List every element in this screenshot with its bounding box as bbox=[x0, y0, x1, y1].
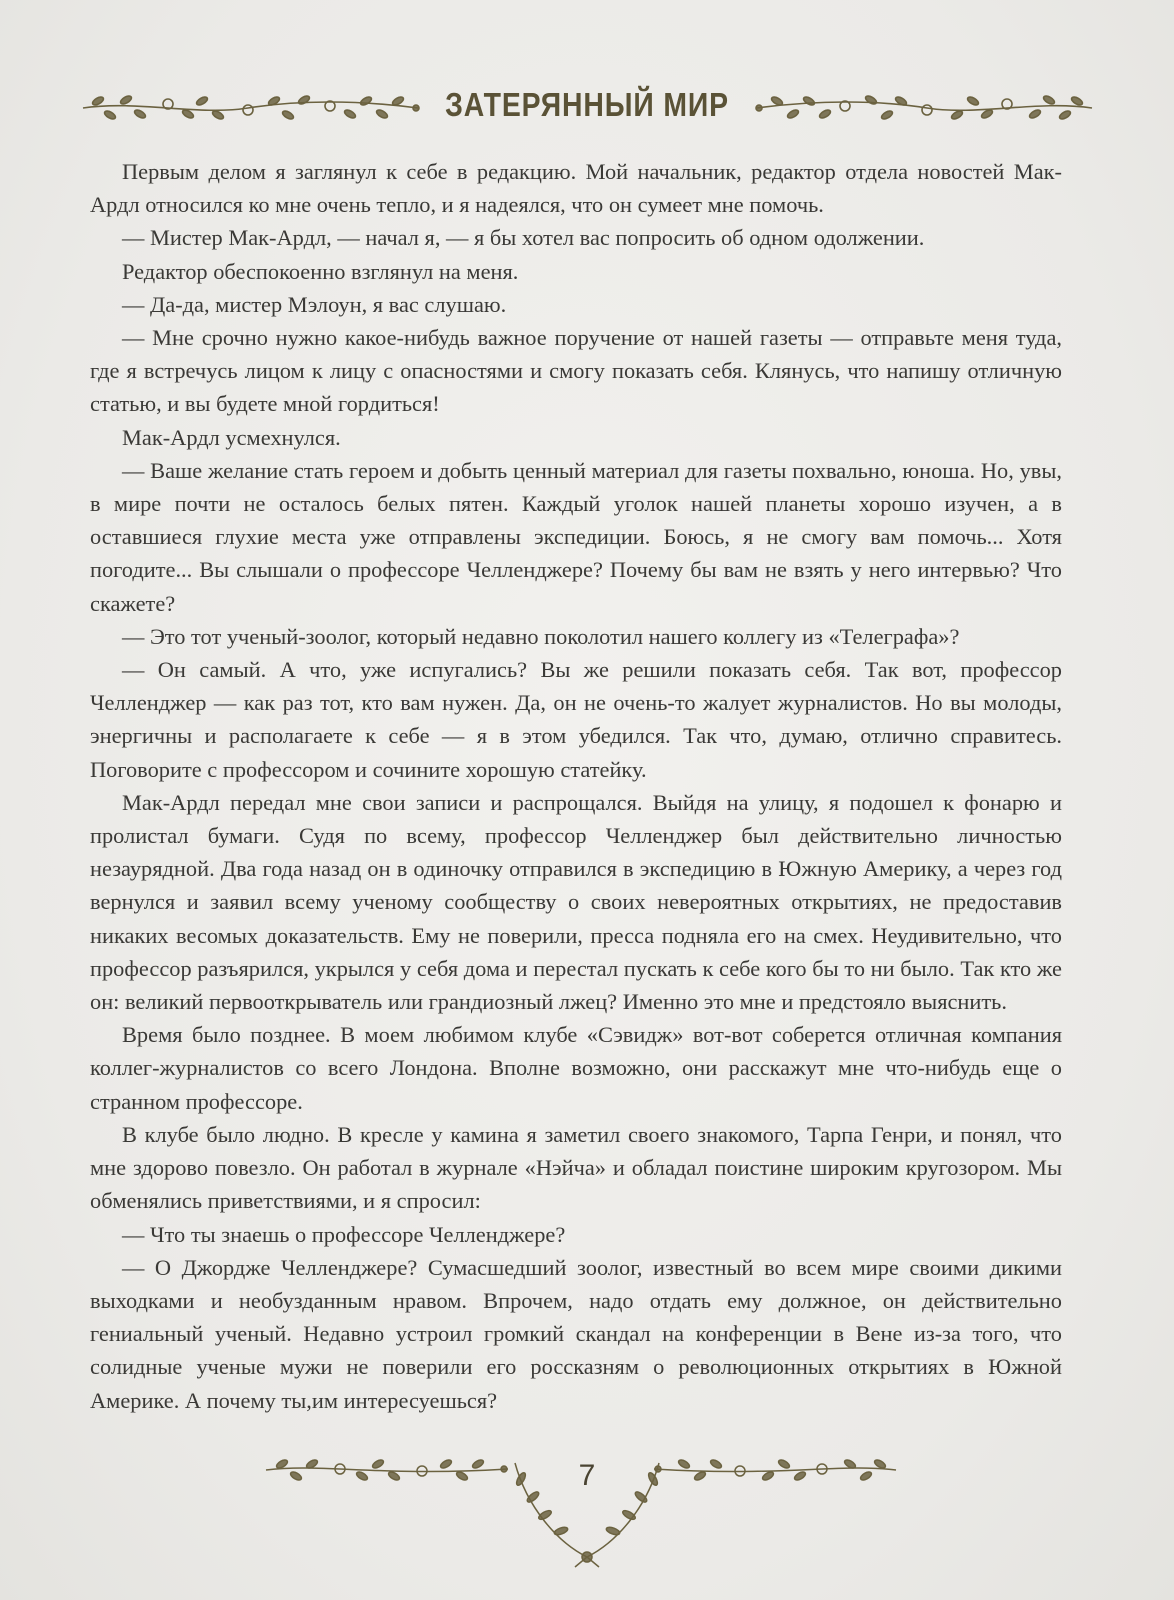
paragraph: — Это тот ученый-зоолог, который недавно поколотил нашего коллегу из «Телеграфа»? bbox=[122, 623, 960, 649]
page-number: 7 bbox=[578, 1459, 596, 1492]
footer-right-vine-ornament-icon bbox=[650, 1455, 900, 1485]
paragraph: — Что ты знаешь о профессоре Челленджере? bbox=[122, 1221, 566, 1247]
running-header bbox=[0, 78, 1174, 134]
paragraph: — Да-да, мистер Мэлоун, я вас слушаю. bbox=[122, 291, 507, 317]
laurel-wreath-icon bbox=[507, 1457, 667, 1572]
paragraph: Мак-Ардл передал мне свои записи и распрощался. Выйдя на улицу, я подошел к фонарю и пролистал бумаги. Судя по всему, профессор Челленджер был действительно личностью незаурядной. Два года назад он в одиночку отправился в экспедицию в Южную Америку, а через год вернулся и заявил всему ученому сообществу о своих невероятных открытиях, не предоставив никаких весомых доказательств. Ему не поверили, пресса подняла его на смех. Неудивительно, что профессор разъярился, укрылся у себя дома и перестал пускать к себе кого бы то ни было. Так кто же он: великий первооткрыватель или грандиозный лжец? Именно это мне и предстояло выяснить. bbox=[90, 789, 1062, 1015]
paragraph: — О Джордже Челленджере? Сумасшедший зоолог, известный во всем мире своими дикими выходками и необузданным нравом. Впрочем, надо отдать ему должное, он действительно гениальный ученый. Недавно устроил громкий скандал на конференции в Вене из-за того, что солидные ученые мужи не поверили его россказням о революционных открытиях в Южной Америке. А почему ты,им интересуешься? bbox=[90, 1254, 1062, 1413]
paragraph: В клубе было людно. В кресле у камина я заметил своего знакомого, Тарпа Генри, и понял, что мне здорово повезло. Он работал в журнале «Нэйча» и обладал поистине широким кругозором. Мы обменялись приветствиями, и я спросил: bbox=[90, 1121, 1062, 1214]
paragraph: — Мне срочно нужно какое-нибудь важное поручение от нашей газеты — отправьте меня туда, где я встречусь лицом к лицу с опасностями и смогу показать себя. Клянусь, что напишу отличную статью, и вы будете мной гордиться! bbox=[90, 325, 1062, 417]
running-header-title: ЗАТЕРЯННЫЙ МИР bbox=[445, 86, 729, 123]
paragraph: Редактор обеспокоенно взглянул на меня. bbox=[122, 258, 519, 284]
right-vine-ornament-icon bbox=[752, 90, 1097, 124]
footer-left-vine-ornament-icon bbox=[262, 1455, 512, 1485]
paragraph: Мак-Ардл усмехнулся. bbox=[122, 424, 341, 450]
body-text bbox=[90, 155, 1062, 1417]
paragraph: Время было позднее. В моем любимом клубе «Сэвидж» вот-вот соберется отличная компания коллег-журналистов со всего Лондона. Вполне возможно, они расскажут мне что-нибудь еще о странном профессоре. bbox=[90, 1022, 1062, 1114]
page-footer bbox=[0, 1455, 1174, 1575]
paragraph: — Ваше желание стать героем и добыть ценный материал для газеты похвально, юноша. Но, увы, в мире почти не осталось белых пятен. Каждый уголок нашей планеты хорошо изучен, а в оставшиеся глухие места уже отправлены экспедиции. Боюсь, я не смогу вам помочь... Хотя погодите... Вы слышали о профессоре Челленджере? Почему бы вам не взять у него интервью? Что скажете? bbox=[90, 457, 1062, 616]
paragraph: — Мистер Мак-Ардл, — начал я, — я бы хотел вас попросить об одном одолжении. bbox=[122, 225, 925, 251]
paragraph: — Он самый. А что, уже испугались? Вы же решили показать себя. Так вот, профессор Челленджер — как раз тот, кто вам нужен. Да, он не очень-то жалует журналистов. Но вы молоды, энергичны и располагаете к себе — я в этом убедился. Так что, думаю, отлично справитесь. Поговорите с профессором и сочините хорошую статейку. bbox=[90, 657, 1062, 782]
paragraph: Первым делом я заглянул к себе в редакцию. Мой начальник, редактор отдела новостей Мак-Ардл относился ко мне очень тепло, и я надеялся, что он сумеет мне помочь. bbox=[90, 159, 1062, 218]
